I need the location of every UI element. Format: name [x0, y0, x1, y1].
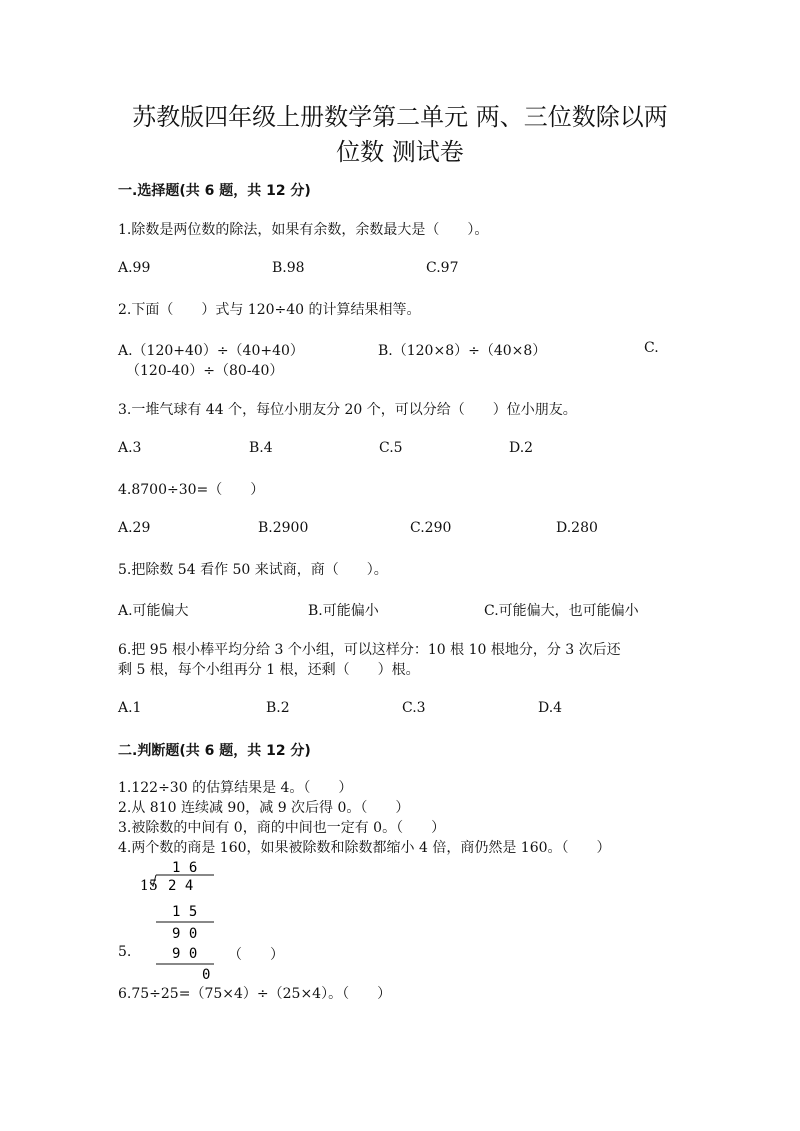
- section-heading-choice: 一.选择题(共 6 题，共 12 分): [118, 183, 311, 199]
- judgement-6: 6.75÷25=（75×4）÷（25×4）。（ ）: [118, 986, 392, 1002]
- q5-option-b: B.可能偏小: [308, 603, 379, 619]
- page-title-line1: 苏教版四年级上册数学第二单元 两、三位数除以两: [132, 103, 668, 131]
- q1-option-c: C.97: [426, 260, 459, 276]
- q2-option-a: A.（120+40）÷（40+40）: [118, 343, 304, 359]
- question-1: 1.除数是两位数的除法，如果有余数，余数最大是（ ）。: [118, 222, 489, 238]
- q6-option-b: B.2: [266, 700, 290, 716]
- q4-option-c: C.290: [410, 520, 452, 536]
- judgement-5-number: 5.: [118, 944, 132, 960]
- q6-option-a: A.1: [118, 700, 142, 716]
- q3-option-a: A.3: [118, 440, 142, 456]
- question-3: 3.一堆气球有 44 个，每位小朋友分 20 个，可以分给（ ）位小朋友。: [118, 402, 577, 418]
- long-division-figure: [118, 858, 238, 982]
- q5-option-a: A.可能偏大: [118, 603, 189, 619]
- judgement-2: 2.从 810 连续减 90，减 9 次后得 0。（ ）: [118, 800, 410, 816]
- division-remainder: 0: [202, 967, 211, 982]
- division-step1: 1 5: [172, 904, 198, 920]
- page-title-line2: 位数 测试卷: [336, 138, 464, 166]
- q3-option-d: D.2: [509, 440, 534, 456]
- q2-option-c: C.: [644, 340, 659, 356]
- q3-option-c: C.5: [379, 440, 403, 456]
- question-4: 4.8700÷30=（ ）: [118, 482, 265, 498]
- division-divisor: 15: [140, 878, 158, 894]
- q6-option-c: C.3: [402, 700, 426, 716]
- q4-option-b: B.2900: [258, 520, 309, 536]
- q1-option-b: B.98: [272, 260, 305, 276]
- q3-option-b: B.4: [249, 440, 273, 456]
- question-6-line1: 6.把 95 根小棒平均分给 3 个小组，可以这样分：10 根 10 根地分，分 3 次后还: [118, 642, 621, 658]
- question-6-line2: 剩 5 根，每个小组再分 1 根，还剩（ ）根。: [118, 662, 420, 678]
- q4-option-d: D.280: [556, 520, 598, 536]
- division-step3: 9 0: [172, 946, 198, 962]
- judgement-1: 1.122÷30 的估算结果是 4。（ ）: [118, 780, 353, 796]
- judgement-5-blank: （ ）: [228, 947, 284, 963]
- question-2: 2.下面（ ）式与 120÷40 的计算结果相等。: [118, 302, 421, 318]
- division-step2: 9 0: [172, 926, 198, 942]
- question-5: 5.把除数 54 看作 50 来试商，商（ ）。: [118, 562, 388, 578]
- judgement-4: 4.两个数的商是 160，如果被除数和除数都缩小 4 倍，商仍然是 160。（ ）: [118, 840, 611, 856]
- section-heading-judgement: 二.判断题(共 6 题，共 12 分): [118, 743, 311, 759]
- q6-option-d: D.4: [538, 700, 563, 716]
- q5-option-c: C.可能偏大，也可能偏小: [484, 603, 639, 619]
- judgement-3: 3.被除数的中间有 0，商的中间也一定有 0。（ ）: [118, 820, 446, 836]
- q1-option-a: A.99: [118, 260, 151, 276]
- division-quotient: 1 6: [172, 860, 198, 876]
- q4-option-a: A.29: [118, 520, 151, 536]
- division-dividend: 2 4: [168, 878, 194, 894]
- q2-option-c-cont: （120-40）÷（80-40）: [126, 363, 284, 379]
- q2-option-b: B.（120×8）÷（40×8）: [378, 343, 547, 359]
